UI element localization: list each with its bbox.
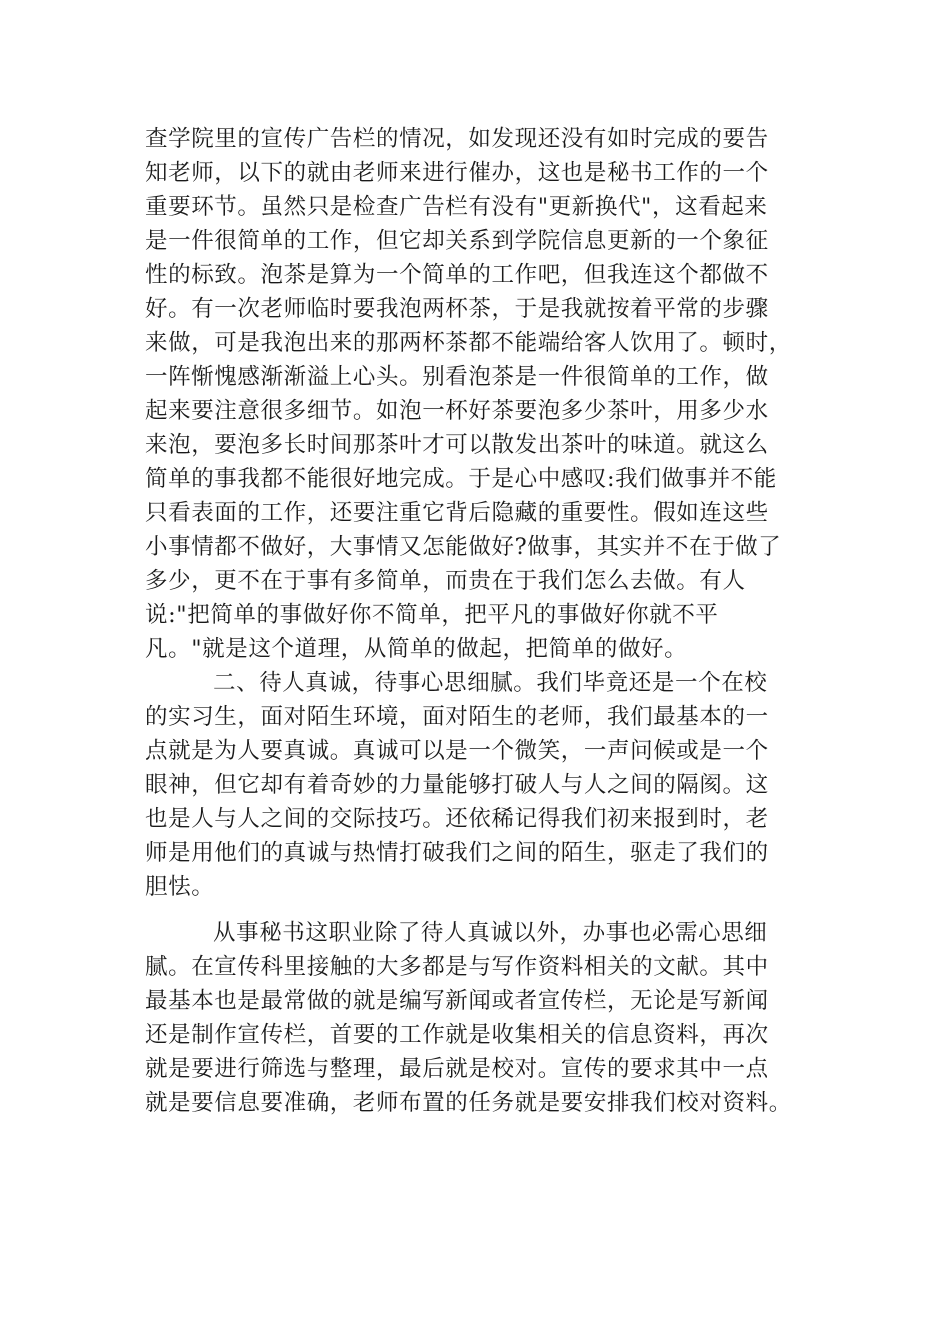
paragraph-tea-making xyxy=(145,122,815,666)
text-line: 知老师，以下的就由老师来进行催办，这也是秘书工作的一个 xyxy=(145,160,769,186)
text-line: 只看表面的工作，还要注重它背后隐藏的重要性。假如连这些 xyxy=(145,500,769,526)
text-line: 小事情都不做好，大事情又怎能做好?做事，其实并不在于做了 xyxy=(145,534,782,560)
text-line: 是一件很简单的工作，但它却关系到学院信息更新的一个象征 xyxy=(145,228,769,254)
text-line: 来泡，要泡多长时间那茶叶才可以散发出茶叶的味道。就这么 xyxy=(145,432,769,458)
text-line: 点就是为人要真诚。真诚可以是一个微笑，一声问候或是一个 xyxy=(145,738,769,764)
paragraph-gap xyxy=(145,904,815,916)
paragraph-attention-to-detail xyxy=(145,916,815,1120)
body-text xyxy=(145,122,815,1120)
text-line: 一阵惭愧感渐渐溢上心头。别看泡茶是一件很简单的工作，做 xyxy=(145,364,769,390)
text-line: 胆怯。 xyxy=(145,874,215,900)
text-line: 查学院里的宣传广告栏的情况，如发现还没有如时完成的要告 xyxy=(145,126,769,152)
text-line: 好。有一次老师临时要我泡两杯茶，于是我就按着平常的步骤 xyxy=(145,296,769,322)
text-line: 还是制作宣传栏，首要的工作就是收集相关的信息资料，再次 xyxy=(145,1022,769,1048)
text-line: 起来要注意很多细节。如泡一杯好茶要泡多少茶叶，用多少水 xyxy=(145,398,769,424)
text-line: 重要环节。虽然只是检查广告栏有没有"更新换代"，这看起来 xyxy=(145,194,768,220)
text-line: 的实习生，面对陌生环境，面对陌生的老师，我们最基本的一 xyxy=(145,704,769,730)
text-line: 也是人与人之间的交际技巧。还依稀记得我们初来报到时，老 xyxy=(145,806,769,832)
text-line: 腻。在宣传科里接触的大多都是与写作资料相关的文献。其中 xyxy=(145,954,769,980)
text-line: 简单的事我都不能很好地完成。于是心中感叹:我们做事并不能 xyxy=(145,466,777,492)
text-line: 就是要信息要准确，老师布置的任务就是要安排我们校对资料。 xyxy=(145,1090,792,1116)
paragraph-sincerity xyxy=(145,666,815,904)
text-line: 来做，可是我泡出来的那两杯茶都不能端给客人饮用了。顿时， xyxy=(145,330,792,356)
text-line: 凡。"就是这个道理，从简单的做起，把简单的做好。 xyxy=(145,636,688,662)
text-line: 从事秘书这职业除了待人真诚以外，办事也必需心思细 xyxy=(213,920,768,946)
text-line: 最基本也是最常做的就是编写新闻或者宣传栏，无论是写新闻 xyxy=(145,988,769,1014)
text-line: 性的标致。泡茶是算为一个简单的工作吧，但我连这个都做不 xyxy=(145,262,769,288)
text-line: 就是要进行筛选与整理，最后就是校对。宣传的要求其中一点 xyxy=(145,1056,769,1082)
text-line: 眼神，但它却有着奇妙的力量能够打破人与人之间的隔阂。这 xyxy=(145,772,769,798)
text-line: 二、待人真诚，待事心思细腻。我们毕竟还是一个在校 xyxy=(213,670,768,696)
text-line: 师是用他们的真诚与热情打破我们之间的陌生，驱走了我们的 xyxy=(145,840,769,866)
text-line: 说:"把简单的事做好你不简单，把平凡的事做好你就不平 xyxy=(145,602,719,628)
text-line: 多少，更不在于事有多简单，而贵在于我们怎么去做。有人 xyxy=(145,568,746,594)
